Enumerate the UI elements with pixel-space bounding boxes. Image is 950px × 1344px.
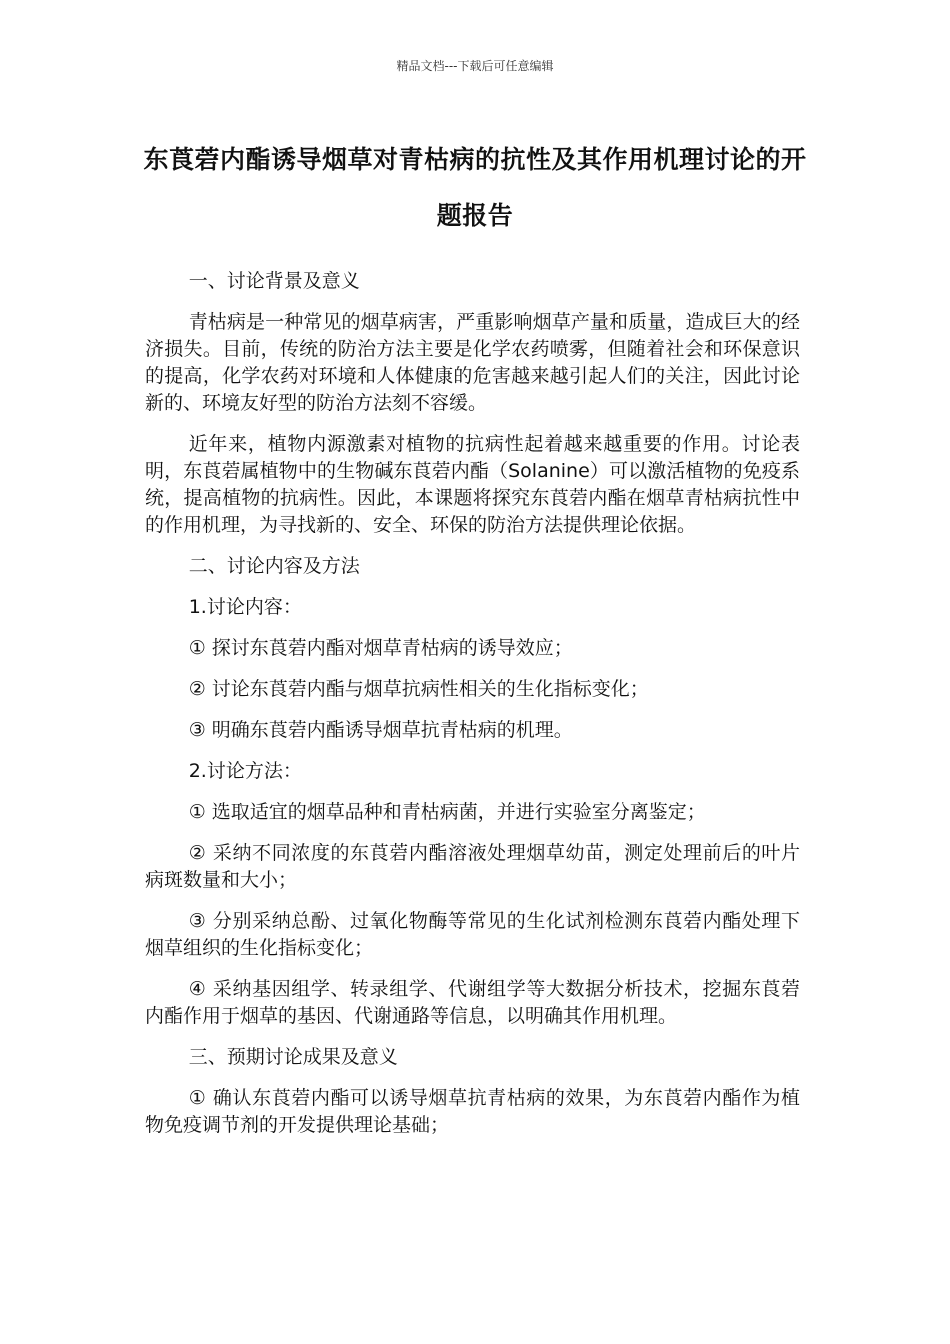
- list-item-method-1: ① 选取适宜的烟草品种和青枯病菌，并进行实验室分离鉴定；: [188, 801, 706, 823]
- section-heading-background: 一、讨论背景及意义: [188, 270, 360, 292]
- paragraph-background-1: 青枯病是一种常见的烟草病害，严重影响烟草产量和质量，造成巨大的经济损失。目前，传统的防治方法主要是化学农药喷雾，但随着社会和环保意识的提高，化学农药对环境和人体健康的危害越来越引起人们的关注，因此讨论新的、环境友好型的防治方法刻不容缓。: [145, 311, 800, 414]
- document-title: 东莨菪内酯诱导烟草对青枯病的抗性及其作用机理讨论的开题报告: [143, 145, 807, 230]
- list-item-method-3: ③ 分别采纳总酚、过氧化物酶等常见的生化试剂检测东莨菪内酯处理下烟草组织的生化指标变化；: [145, 910, 800, 959]
- section-heading-methods: 二、讨论内容及方法: [188, 555, 360, 577]
- list-item-method-2: ② 采纳不同浓度的东莨菪内酯溶液处理烟草幼苗，测定处理前后的叶片病斑数量和大小；: [145, 842, 800, 891]
- subheading-content: 1.讨论内容：: [188, 596, 302, 618]
- document-body: [145, 268, 800, 1153]
- header-note: 精品文档---下载后可任意编辑: [396, 59, 554, 73]
- list-item-outcome-1: ① 确认东莨菪内酯可以诱导烟草抗青枯病的效果，为东莨菪内酯作为植物免疫调节剂的开发提供理论基础；: [145, 1087, 800, 1136]
- paragraph-background-2: 近年来，植物内源激素对植物的抗病性起着越来越重要的作用。讨论表明，东莨菪属植物中的生物碱东莨菪内酯（Solanine）可以激活植物的免疫系统，提高植物的抗病性。因此，本课题将探究东莨菪内酯在烟草青枯病抗性中的作用机理，为寻找新的、安全、环保的防治方法提供理论依据。: [145, 433, 800, 536]
- list-item-content-2: ② 讨论东莨菪内酯与烟草抗病性相关的生化指标变化；: [188, 678, 649, 700]
- list-item-method-4: ④ 采纳基因组学、转录组学、代谢组学等大数据分析技术，挖掘东莨菪内酯作用于烟草的基因、代谢通路等信息，以明确其作用机理。: [145, 978, 800, 1027]
- subheading-methods: 2.讨论方法：: [188, 760, 302, 782]
- list-item-content-1: ① 探讨东莨菪内酯对烟草青枯病的诱导效应；: [188, 637, 573, 659]
- list-item-content-3: ③ 明确东莨菪内酯诱导烟草抗青枯病的机理。: [188, 719, 573, 741]
- section-heading-outcomes: 三、预期讨论成果及意义: [188, 1046, 398, 1068]
